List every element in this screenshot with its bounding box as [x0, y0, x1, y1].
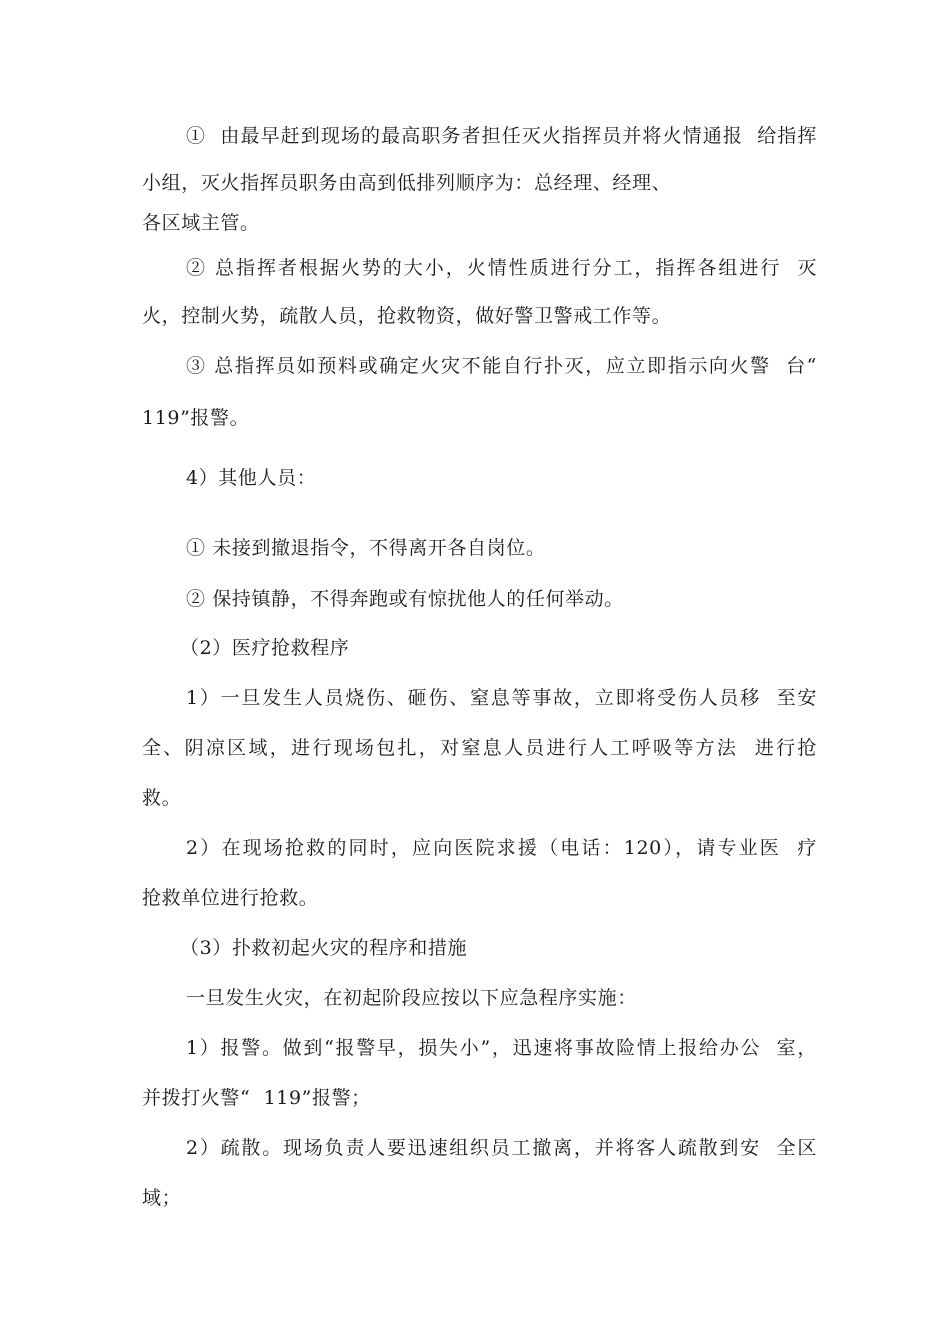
paragraph-line: 小组，灭火指挥员职务由高到低排列顺序为：总经理、经理、: [142, 172, 672, 194]
paragraph-line: 一旦发生火灾，在初起阶段应按以下应急程序实施：: [186, 987, 637, 1009]
paragraph-line: ② 总指挥者根据火势的大小，火情性质进行分工，指挥各组进行 灭: [186, 257, 817, 279]
paragraph-line: 救。: [142, 787, 182, 809]
paragraph-line: 抢救单位进行抢救。: [142, 887, 319, 909]
paragraph-line: 全、阴凉区域，进行现场包扎，对窒息人员进行人工呼吸等方法 进行抢: [142, 737, 817, 759]
paragraph-line: 119”报警。: [142, 407, 250, 429]
paragraph-line: 各区域主管。: [142, 212, 260, 234]
paragraph-line: ① 未接到撤退指令，不得离开各自岗位。: [186, 537, 546, 559]
section-heading: 4）其他人员：: [186, 467, 317, 489]
paragraph-line: 域；: [142, 1187, 182, 1209]
paragraph-line: ② 保持镇静，不得奔跑或有惊扰他人的任何举动。: [186, 588, 624, 610]
paragraph-line: ③ 总指挥员如预料或确定火灾不能自行扑灭，应立即指示向火警 台“: [186, 355, 817, 377]
paragraph-line: 火，控制火势，疏散人员，抢救物资，做好警卫警戒工作等。: [142, 305, 672, 327]
paragraph-line: 2）疏散。现场负责人要迅速组织员工撤离，并将客人疏散到安 全区: [186, 1137, 817, 1159]
paragraph-line: ① 由最早赶到现场的最高职务者担任灭火指挥员并将火情通报 给指挥: [186, 125, 817, 147]
section-heading: （3）扑救初起火灾的程序和措施: [180, 937, 468, 959]
paragraph-line: 1）报警。做到“报警早，损失小”，迅速将事故险情上报给办公 室，: [186, 1037, 817, 1059]
section-heading: （2）医疗抢救程序: [180, 637, 350, 659]
paragraph-line: 2）在现场抢救的同时，应向医院求援（电话：120），请专业医 疗: [186, 837, 817, 859]
paragraph-line: 1）一旦发生人员烧伤、砸伤、窒息等事故，立即将受伤人员移 至安: [186, 687, 817, 709]
paragraph-line: 并拨打火警“ 119”报警；: [142, 1087, 371, 1109]
